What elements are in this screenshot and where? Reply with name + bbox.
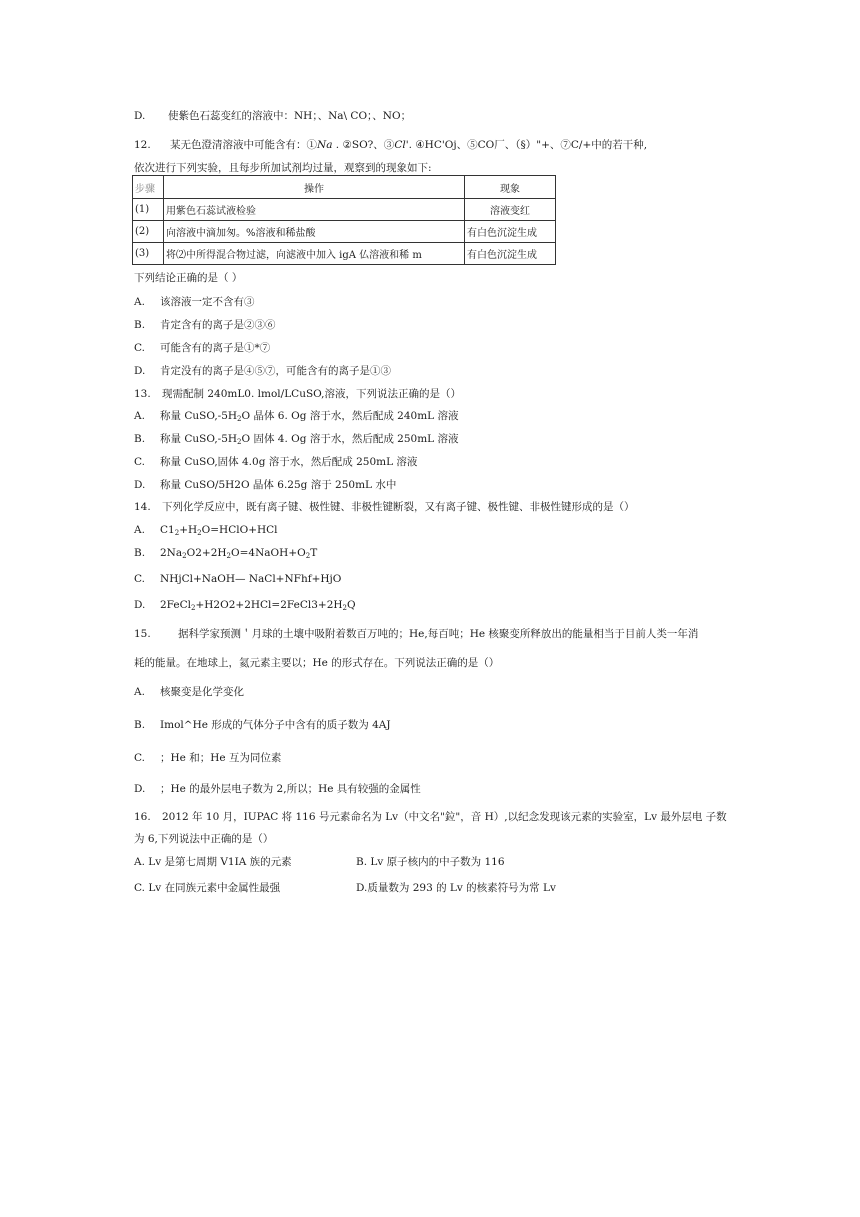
- formula-part: +H2O2+2HCl=2FeCl3+2H: [195, 599, 343, 611]
- q15-option-a: [134, 685, 244, 699]
- formula-part: Q: [347, 599, 356, 611]
- formula-part: +H: [179, 524, 198, 536]
- cell-operation: 向溶液中滴加匆。%溶液和稀盐酸: [164, 221, 465, 243]
- q13-option-a: [134, 409, 458, 423]
- option-text: ；He 和；He 互为同位素: [160, 752, 282, 764]
- q12-option-c: [134, 341, 270, 355]
- q13-option-d: [134, 478, 396, 492]
- q15-stem-line2: 耗的能量。在地球上，氦元素主要以；He 的形式存在。下列说法正确的是（）: [134, 657, 500, 669]
- table-row: [133, 221, 556, 243]
- option-letter: B.: [134, 547, 146, 559]
- stem-text: 现需配制 240mL0. lmol/LCuSO,溶液，下列说法正确的是（）: [162, 388, 461, 400]
- formula-part: 2Na: [160, 547, 183, 559]
- option-text: ；He 的最外层电子数为 2,所以；He 具有较强的金属性: [160, 783, 421, 795]
- stem-part: Na: [317, 139, 333, 151]
- header-operation: 操作: [164, 176, 465, 199]
- subscript: 2: [197, 529, 202, 537]
- option-letter: D.: [134, 783, 146, 795]
- option-letter: D.: [134, 479, 146, 491]
- stem-part: . ④HC'Oj、⑤CO厂、（§）"+、⑦C/+中的若干种,: [408, 139, 648, 151]
- option-letter: D.: [134, 599, 146, 611]
- stem-part: Cl': [394, 139, 409, 151]
- cell-step: (2): [133, 221, 164, 243]
- header-phenomenon: 现象: [465, 176, 556, 199]
- q12-question: 下列结论正确的是（ ）: [134, 272, 243, 284]
- option-text: 称量 CuSO,固体 4.0g 溶于水，然后配成 250mL 溶液: [160, 456, 418, 468]
- question-number: 16.: [134, 811, 151, 823]
- option-text: 可能含有的离子是①*⑦: [160, 342, 271, 354]
- q14-option-a: [134, 523, 278, 537]
- option-letter: A.: [134, 296, 145, 308]
- table-header-row: [133, 176, 556, 199]
- option-text: 称量 CuSO,-5H: [160, 433, 238, 445]
- option-text: Imol^He 形成的气体分子中含有的质子数为 4AJ: [160, 719, 391, 731]
- q14-stem: [134, 500, 635, 514]
- q13-stem: [134, 387, 461, 401]
- subscript: 2: [342, 604, 347, 612]
- option-letter: A.: [134, 410, 145, 422]
- question-number: 14.: [134, 501, 151, 513]
- cell-phenomenon: 有白色沉淀生成: [465, 243, 556, 265]
- q12-stem: [134, 138, 647, 152]
- stem-part: 某无色澄清溶液中可能含有：①: [170, 139, 317, 151]
- q13-option-c: [134, 455, 417, 469]
- formula-part: T: [310, 547, 318, 559]
- q15-stem: [134, 627, 698, 641]
- option-text: 肯定含有的离子是②③⑥: [160, 319, 276, 331]
- formula-part: C1: [160, 524, 175, 536]
- option-letter: C.: [134, 752, 145, 764]
- stem-part: . ②SO?、③: [332, 139, 395, 151]
- experiment-table: [132, 175, 556, 265]
- option-letter: C.: [134, 456, 145, 468]
- q16-stem-line2: 为 6,下列说法中正确的是（）: [134, 833, 274, 845]
- stem-text: 据科学家预测＇月球的土壤中吸附着数百万吨的；He,每百吨；He 核聚变所释放出的能量相当于目前人类一年消: [178, 628, 699, 640]
- table-row: [133, 243, 556, 265]
- q16-option-b: B. Lv 原子核内的中子数为 116: [356, 856, 505, 868]
- subscript: 2: [305, 552, 311, 560]
- option-letter: C.: [134, 342, 145, 354]
- option-letter: A.: [134, 524, 145, 536]
- q11-option-d: [134, 109, 411, 123]
- option-text: 该溶液一定不含有③: [160, 296, 255, 308]
- subscript: 2: [191, 604, 196, 612]
- option-text: 核聚变是化学变化: [160, 686, 244, 698]
- formula-part: O=4NaOH+O: [231, 547, 306, 559]
- option-letter: D.: [134, 365, 146, 377]
- q14-option-c: [134, 572, 341, 586]
- option-text: 使紫色石蕊变红的溶液中：NH；、Na\ CO；、NO；: [168, 110, 412, 122]
- option-letter: B.: [134, 719, 146, 731]
- subscript: 2: [237, 438, 242, 446]
- option-letter: B.: [134, 433, 146, 445]
- q13-option-b: [134, 432, 458, 446]
- option-letter: D.: [134, 110, 146, 122]
- table-row: [133, 199, 556, 221]
- option-text: 肯定没有的离子是④⑤⑦，可能含有的离子是①③: [160, 365, 391, 377]
- option-letter: B.: [134, 319, 146, 331]
- header-step: 步骤: [133, 176, 164, 199]
- q12-stem-line2: 依次进行下列实验，且每步所加试剂均过量，观察到的现象如下:: [134, 162, 432, 174]
- cell-step: (1): [133, 199, 164, 221]
- subscript: 2: [226, 552, 232, 560]
- question-number: 13.: [134, 388, 151, 400]
- q12-option-d: [134, 364, 391, 378]
- option-text: O 固体 4. Og 溶于水，然后配成 250mL 溶液: [241, 433, 459, 445]
- q14-option-b: [134, 546, 317, 560]
- subscript: 2: [182, 552, 187, 560]
- subscript: 2: [237, 415, 242, 423]
- cell-step: (3): [133, 243, 164, 265]
- q15-option-b: [134, 718, 391, 732]
- option-text: O 晶体 6. Og 溶于水，然后配成 240mL 溶液: [241, 410, 459, 422]
- q15-option-c: [134, 751, 281, 765]
- q14-option-d: [134, 598, 356, 612]
- cell-operation: 用紫色石蕊试液检验: [164, 199, 465, 221]
- option-letter: A.: [134, 686, 145, 698]
- question-number: 12.: [134, 139, 151, 151]
- formula-part: O2+2H: [186, 547, 227, 559]
- option-letter: C.: [134, 573, 145, 585]
- formula-part: NHjCl+NaOH— NaCl+NFhf+HjO: [160, 573, 342, 585]
- q16-option-a: A. Lv 是第七周期 V1IA 族的元素: [134, 856, 292, 868]
- q16-stem: [134, 810, 727, 824]
- q12-option-a: [134, 295, 255, 309]
- q12-option-b: [134, 318, 276, 332]
- cell-phenomenon: 溶液变红: [465, 199, 556, 221]
- question-number: 15.: [134, 628, 151, 640]
- cell-phenomenon: 有白色沉淀生成: [465, 221, 556, 243]
- subscript: 2: [174, 529, 180, 537]
- option-text: 称量 CuSO,-5H: [160, 410, 238, 422]
- formula-part: O=HClO+HCl: [201, 524, 278, 536]
- q16-option-d: D.质量数为 293 的 Lv 的核素符号为常 Lv: [356, 882, 556, 894]
- cell-operation: 将⑵中所得混合物过滤，向滤液中加入 igA 仏溶液和稀 m: [164, 243, 465, 265]
- stem-text: 2012 年 10 月，IUPAC 将 116 号元素命名为 Lv（中文名"鉝"，音 H）,以纪念发现该元素的实验室，Lv 最外层电 子数: [162, 811, 727, 823]
- formula-part: 2FeCl: [160, 599, 191, 611]
- q16-option-c: C. Lv 在同族元素中金属性最强: [134, 882, 281, 894]
- q15-option-d: [134, 782, 421, 796]
- stem-text: 下列化学反应中，既有离子键、极性键、非极性键断裂，又有离子键、极性键、非极性键形成的是（）: [162, 501, 635, 513]
- option-text: 称量 CuSO/5H2O 晶体 6.25g 溶于 250mL 水中: [160, 479, 397, 491]
